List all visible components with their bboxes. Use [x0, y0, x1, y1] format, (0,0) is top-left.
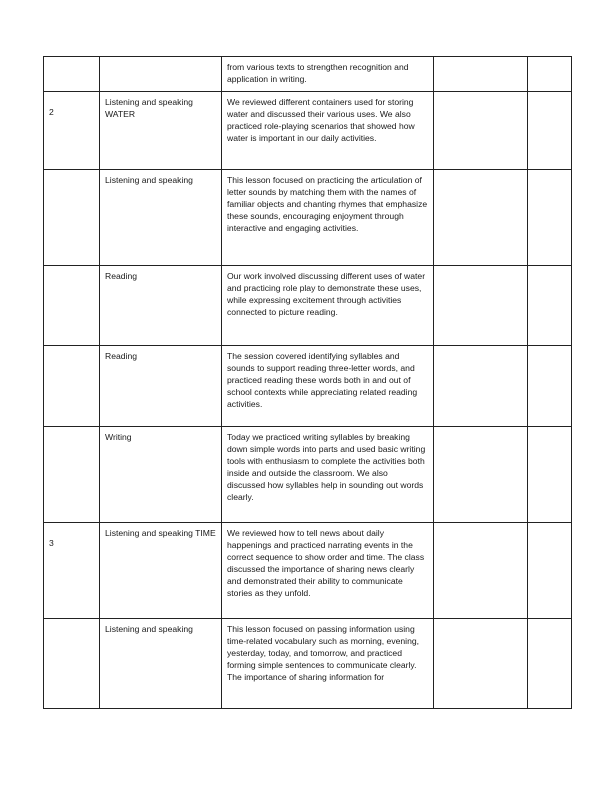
empty-cell — [434, 619, 528, 709]
activity-cell: Listening and speaking WATER — [100, 92, 222, 170]
empty-cell — [434, 346, 528, 427]
table-row — [44, 427, 572, 523]
week-cell — [44, 57, 100, 92]
table-row — [44, 92, 572, 170]
table-row — [44, 57, 572, 92]
activity-cell: Writing — [100, 427, 222, 523]
week-cell: 2 — [44, 92, 100, 170]
empty-cell — [528, 92, 572, 170]
week-cell — [44, 427, 100, 523]
table-row — [44, 619, 572, 709]
week-cell — [44, 170, 100, 266]
week-cell — [44, 619, 100, 709]
activity-cell: Listening and speaking TIME — [100, 523, 222, 619]
summary-cell: Our work involved discussing different uses of water and practicing role play to demonstrate these uses, while expressing excitement through activities connected to picture reading. — [222, 266, 434, 346]
empty-cell — [434, 92, 528, 170]
summary-cell: from various texts to strengthen recognition and application in writing. — [222, 57, 434, 92]
empty-cell — [528, 266, 572, 346]
empty-cell — [528, 346, 572, 427]
summary-cell: This lesson focused on passing information using time-related vocabulary such as morning, evening, yesterday, today, and tomorrow, and practiced forming simple sentences to communicate clearly. The importance of sharing information for — [222, 619, 434, 709]
summary-cell: Today we practiced writing syllables by breaking down simple words into parts and used basic writing tools with enthusiasm to complete the activities both inside and outside the classroom. We also discussed how syllables help in sounding out words clearly. — [222, 427, 434, 523]
summary-cell: This lesson focused on practicing the articulation of letter sounds by matching them with the names of familiar objects and chanting rhymes that emphasize these sounds, encouraging enjoyment through interactive and engaging activities. — [222, 170, 434, 266]
empty-cell — [434, 57, 528, 92]
activity-cell — [100, 57, 222, 92]
empty-cell — [434, 523, 528, 619]
table-row — [44, 346, 572, 427]
summary-cell: We reviewed different containers used for storing water and discussed their various uses. We also practiced role-playing scenarios that showed how water is important in our daily activities. — [222, 92, 434, 170]
table-row — [44, 170, 572, 266]
empty-cell — [528, 170, 572, 266]
week-cell: 3 — [44, 523, 100, 619]
empty-cell — [528, 57, 572, 92]
activity-cell: Listening and speaking — [100, 619, 222, 709]
empty-cell — [434, 170, 528, 266]
activity-cell: Reading — [100, 266, 222, 346]
week-cell — [44, 346, 100, 427]
lesson-table — [43, 56, 572, 709]
week-cell — [44, 266, 100, 346]
empty-cell — [528, 619, 572, 709]
table-row — [44, 523, 572, 619]
activity-cell: Listening and speaking — [100, 170, 222, 266]
empty-cell — [528, 523, 572, 619]
summary-cell: We reviewed how to tell news about daily happenings and practiced narrating events in the correct sequence to show order and time. The class discussed the importance of sharing news clearly and demonstrated their ability to communicate stories as they unfold. — [222, 523, 434, 619]
activity-cell: Reading — [100, 346, 222, 427]
empty-cell — [434, 427, 528, 523]
summary-cell: The session covered identifying syllables and sounds to support reading three-letter words, and practiced reading these words both in and out of school contexts while appreciating related reading activities. — [222, 346, 434, 427]
table-row — [44, 266, 572, 346]
empty-cell — [434, 266, 528, 346]
empty-cell — [528, 427, 572, 523]
